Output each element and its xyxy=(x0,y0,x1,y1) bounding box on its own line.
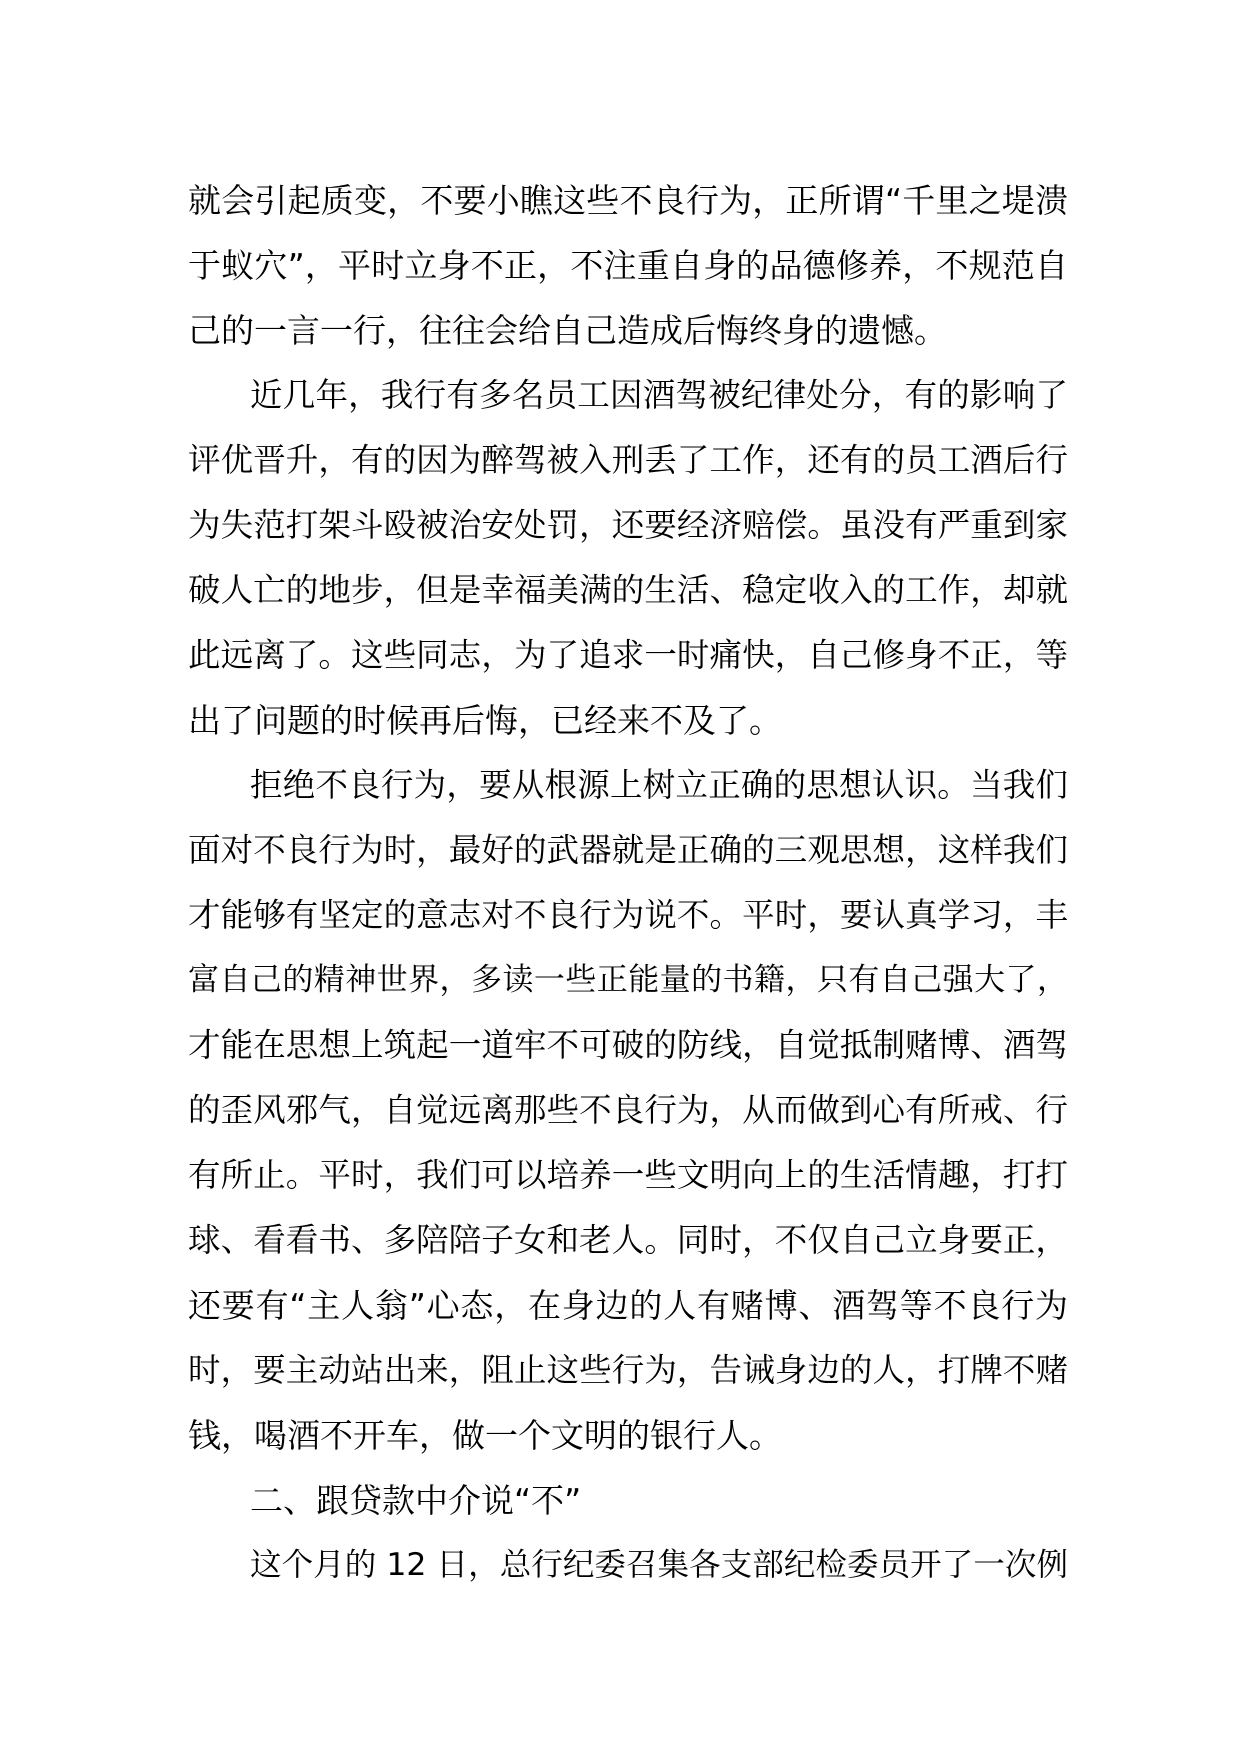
text-line: 面对不良行为时，最好的武器就是正确的三观思想，这样我们 xyxy=(188,831,1068,869)
text-line: 钱，喝酒不开车，做一个文明的银行人。 xyxy=(188,1416,782,1455)
text-line: 为失范打架斗殴被治安处罚，还要经济赔偿。虽没有严重到家 xyxy=(188,506,1068,544)
text-line: 的歪风邪气，自觉远离那些不良行为，从而做到心有所戒、行 xyxy=(188,1091,1068,1129)
text-line: 拒绝不良行为，要从根源上树立正确的思想认识。当我们 xyxy=(250,766,1068,804)
text-line: 有所止。平时，我们可以培养一些文明向上的生活情趣，打打 xyxy=(188,1156,1068,1194)
text-line: 才能在思想上筑起一道牢不可破的防线，自觉抵制赌博、酒驾 xyxy=(188,1026,1068,1064)
text-line: 时，要主动站出来，阻止这些行为，告诫身边的人，打牌不赌 xyxy=(188,1351,1068,1389)
text-line: 出了问题的时候再后悔，已经来不及了。 xyxy=(188,701,782,740)
text-line: 破人亡的地步，但是幸福美满的生活、稳定收入的工作，却就 xyxy=(188,571,1068,609)
text-line: 还要有“主人翁”心态，在身边的人有赌博、酒驾等不良行为 xyxy=(188,1286,1068,1325)
text-line: 二、跟贷款中介说“不” xyxy=(250,1481,582,1520)
text-line: 这个月的 12 日，总行纪委召集各支部纪检委员开了一次例 xyxy=(250,1547,1068,1583)
text-line: 富自己的精神世界，多读一些正能量的书籍，只有自己强大了， xyxy=(188,962,1068,998)
text-line: 于蚁穴”，平时立身不正，不注重自身的品德修养，不规范自 xyxy=(188,246,1068,285)
text-line: 己的一言一行，往往会给自己造成后悔终身的遗憾。 xyxy=(188,311,947,350)
text-line: 此远离了。这些同志，为了追求一时痛快，自己修身不正，等 xyxy=(188,636,1068,674)
text-line: 球、看看书、多陪陪子女和老人。同时，不仅自己立身要正， xyxy=(188,1221,1068,1259)
text-line: 才能够有坚定的意志对不良行为说不。平时，要认真学习，丰 xyxy=(188,896,1068,934)
text-line: 近几年，我行有多名员工因酒驾被纪律处分，有的影响了 xyxy=(250,376,1068,414)
text-line: 就会引起质变，不要小瞧这些不良行为，正所谓“千里之堤溃 xyxy=(188,181,1068,220)
text-line: 评优晋升，有的因为醉驾被入刑丢了工作，还有的员工酒后行 xyxy=(188,441,1068,479)
document-body-text xyxy=(188,168,1068,1598)
